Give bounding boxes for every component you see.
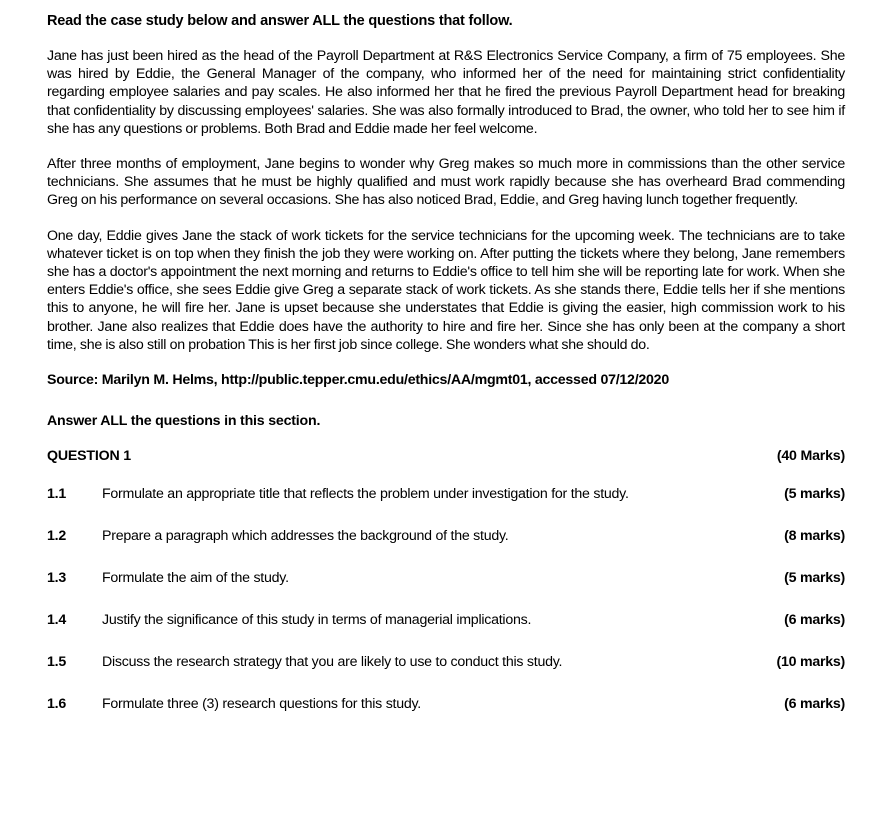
question-item-text: Justify the significance of this study in terms of managerial implications. <box>102 612 532 629</box>
section-instruction: Answer ALL the questions in this section. <box>47 413 321 430</box>
question-item <box>47 527 845 569</box>
question-item-text: Formulate the aim of the study. <box>102 570 289 587</box>
question-item-number: 1.4 <box>47 612 66 629</box>
question-item-number: 1.6 <box>47 696 66 713</box>
question-item-text: Discuss the research strategy that you are likely to use to conduct this study. <box>102 654 563 671</box>
case-paragraph-3: One day, Eddie gives Jane the stack of work tickets for the service technicians for the upcoming week. The technicians are to take whatever ticket is on top when they finish the job they were working on. After putting the tickets where they belong, Jane remembers she has a doctor's appointment the next morning and returns to Eddie's office to tell him she will be reporting late for work. When she enters Eddie's office, she sees Eddie give Greg a separate stack of work tickets. As she stands there, Eddie tells her if she mentions this to anyone, he will fire her. Jane is upset because she understates that Eddie is giving the easier, high commission work to his brother. Jane also realizes that Eddie does have the authority to hire and fire her. Since she has only been at the company a short time, she is also still on probation This is her first job since college. She wonders what she should do. <box>47 227 845 353</box>
question-item <box>47 485 845 527</box>
question-item <box>47 611 845 653</box>
question-item-marks: (5 marks) <box>784 570 845 587</box>
question-item-number: 1.2 <box>47 528 66 545</box>
question-header <box>47 447 845 465</box>
question-item-marks: (10 marks) <box>776 654 845 671</box>
question-item-text: Prepare a paragraph which addresses the background of the study. <box>102 528 509 545</box>
question-item-number: 1.1 <box>47 486 66 503</box>
question-item-marks: (5 marks) <box>784 486 845 503</box>
question-item <box>47 569 845 611</box>
question-item-marks: (6 marks) <box>784 612 845 629</box>
question-total-marks: (40 Marks) <box>776 448 845 465</box>
case-paragraph-2: After three months of employment, Jane begins to wonder why Greg makes so much more in commissions than the other service technicians. She assumes that he must be highly qualified and must work rapidly because she has overheard Brad commending Greg on his performance on several occasions. She has also noticed Brad, Eddie, and Greg having lunch together frequently. <box>47 156 845 209</box>
instruction-heading: Read the case study below and answer ALL the questions that follow. <box>47 13 513 29</box>
question-item-text: Formulate three (3) research questions for this study. <box>102 696 421 713</box>
question-item-marks: (8 marks) <box>784 528 845 545</box>
document-page <box>47 12 845 737</box>
question-item <box>47 653 845 695</box>
case-paragraph-1: Jane has just been hired as the head of the Payroll Department at R&S Electronics Service Company, a firm of 75 employees. She was hired by Eddie, the General Manager of the company, who informed her of the need for maintaining strict confidentiality regarding employee salaries and pay scales. He also informed her that he fired the previous Payroll Department head for breaking that confidentiality by discussing employees' salaries. She was also formally introduced to Brad, the owner, who told her to see him if she has any questions or problems. Both Brad and Eddie made her feel welcome. <box>47 48 845 137</box>
question-item-marks: (6 marks) <box>784 696 845 713</box>
question-item <box>47 695 845 737</box>
question-item-text: Formulate an appropriate title that reflects the problem under investigation for the study. <box>102 486 629 503</box>
source-citation: Source: Marilyn M. Helms, http://public.tepper.cmu.edu/ethics/AA/mgmt01, accessed 07/12/2020 <box>47 372 669 389</box>
question-item-number: 1.3 <box>47 570 66 587</box>
question-title: QUESTION 1 <box>47 448 131 465</box>
question-item-number: 1.5 <box>47 654 66 671</box>
